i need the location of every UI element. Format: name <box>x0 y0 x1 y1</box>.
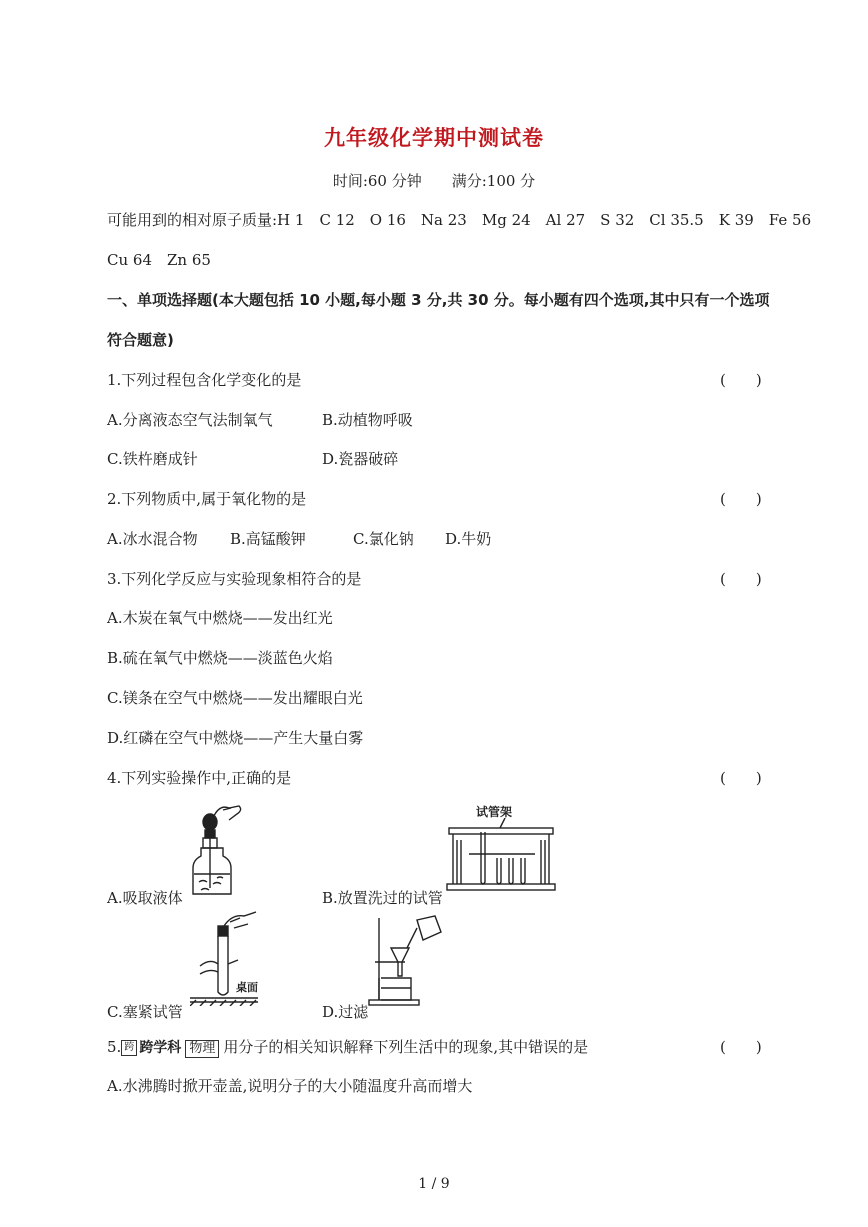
figure-stopper-tube <box>190 908 270 1006</box>
section-1-heading: 一、单项选择题(本大题包括 10 小题,每小题 3 分,共 30 分。每小题有四个选项,其中只有一个选项 <box>107 291 770 309</box>
q1-stem: 1.下列过程包含化学变化的是 <box>107 371 302 389</box>
figure-test-tube-rack <box>445 818 560 894</box>
q5-stem-line <box>107 1036 588 1058</box>
q1-answer-blank: ( ) <box>720 371 762 389</box>
q2-option-c: C.氯化钠 <box>353 530 414 548</box>
rack-label: 试管架 <box>476 805 513 819</box>
time-score: 时间:60 分钟 满分:100 分 <box>332 172 536 190</box>
q4-option-c: C.塞紧试管 <box>107 1003 183 1021</box>
q2-stem: 2.下列物质中,属于氧化物的是 <box>107 490 307 508</box>
q2-option-a: A.冰水混合物 <box>107 530 198 548</box>
figure-filtration <box>365 914 445 1006</box>
q3-option-d: D.红磷在空气中燃烧——产生大量白雾 <box>107 729 364 747</box>
q4-answer-blank: ( ) <box>720 769 762 787</box>
q4-option-d: D.过滤 <box>322 1003 369 1021</box>
q3-option-c: C.镁条在空气中燃烧——发出耀眼白光 <box>107 689 363 707</box>
q4-stem: 4.下列实验操作中,正确的是 <box>107 769 292 787</box>
q3-answer-blank: ( ) <box>720 570 762 588</box>
q1-option-b: B.动植物呼吸 <box>322 411 413 429</box>
q1-option-d: D.瓷器破碎 <box>322 450 399 468</box>
q1-option-c: C.铁杵磨成针 <box>107 450 198 468</box>
page-number: 1 / 9 <box>418 1176 450 1192</box>
q1-option-a: A.分离液态空气法制氧气 <box>107 411 273 429</box>
q2-option-b: B.高锰酸钾 <box>230 530 306 548</box>
q4-option-a: A.吸取液体 <box>107 889 183 907</box>
interdisciplinary-tag: 跨学科 <box>139 1040 182 1056</box>
interdisciplinary-icon: 跨 <box>121 1040 137 1056</box>
q5-answer-blank: ( ) <box>720 1038 762 1056</box>
q5-number: 5. <box>107 1038 122 1056</box>
subject-tag: 物理 <box>185 1040 219 1058</box>
q4-option-b: B.放置洗过的试管 <box>322 889 443 907</box>
atomic-mass-line-2: Cu 64 Zn 65 <box>107 251 211 269</box>
q3-option-b: B.硫在氧气中燃烧——淡蓝色火焰 <box>107 649 333 667</box>
q2-option-d: D.牛奶 <box>445 530 492 548</box>
q5-stem: 用分子的相关知识解释下列生活中的现象,其中错误的是 <box>223 1038 589 1056</box>
atomic-mass-line-1: 可能用到的相对原子质量:H 1 C 12 O 16 Na 23 Mg 24 Al 27 S 32 Cl 35.5 K 39 Fe 56 <box>107 211 812 229</box>
desk-label: 桌面 <box>236 981 258 994</box>
page-title: 九年级化学期中测试卷 <box>324 126 544 150</box>
q2-answer-blank: ( ) <box>720 490 762 508</box>
figure-dropper-bottle <box>185 802 245 898</box>
q3-stem: 3.下列化学反应与实验现象相符合的是 <box>107 570 362 588</box>
q5-option-a: A.水沸腾时掀开壶盖,说明分子的大小随温度升高而增大 <box>107 1077 473 1095</box>
q3-option-a: A.木炭在氧气中燃烧——发出红光 <box>107 609 333 627</box>
section-1-heading-cont: 符合题意) <box>107 331 174 349</box>
